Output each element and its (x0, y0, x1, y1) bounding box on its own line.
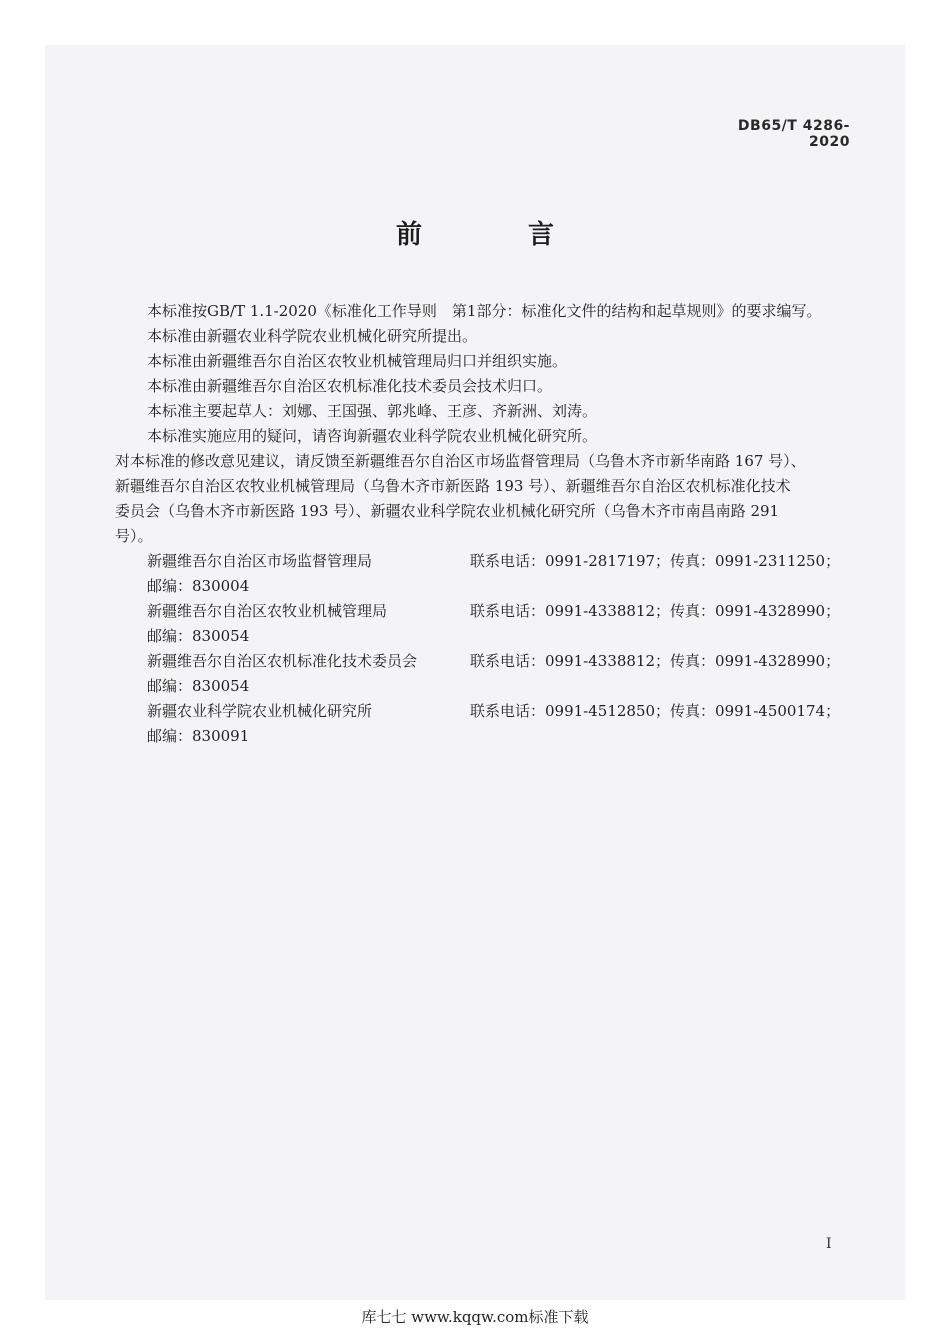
paragraph: 本标准主要起草人：刘娜、王国强、郭兆峰、王彦、齐新洲、刘涛。 (147, 402, 598, 420)
contact-phone-fax: 联系电话：0991-2817197；传真：0991-2311250； (470, 552, 841, 570)
document-code: DB65/T 4286-2020 (737, 118, 850, 150)
footer-watermark-link[interactable]: 库七七 www.kqqw.com标准下载 (361, 1308, 589, 1326)
paragraph: 本标准由新疆维吾尔自治区农牧业机械管理局归口并组织实施。 (147, 352, 568, 370)
contact-phone-fax: 联系电话：0991-4338812；传真：0991-4328990； (470, 602, 841, 620)
feedback-line: 号）。 (115, 527, 153, 545)
contact-org: 新疆农业科学院农业机械化研究所 (147, 702, 373, 720)
feedback-line: 对本标准的修改意见建议，请反馈至新疆维吾尔自治区市场监督管理局（乌鲁木齐市新华南路 167 号）、 (115, 452, 806, 470)
contact-phone-fax: 联系电话：0991-4512850；传真：0991-4500174； (470, 702, 841, 720)
feedback-line: 新疆维吾尔自治区农牧业机械管理局（乌鲁木齐市新医路 193 号）、新疆维吾尔自治区农机标准化技术 (115, 477, 791, 495)
paragraph: 本标准实施应用的疑问，请咨询新疆农业科学院农业机械化研究所。 (147, 427, 598, 445)
contact-org: 新疆维吾尔自治区农牧业机械管理局 (147, 602, 388, 620)
paragraph: 本标准由新疆农业科学院农业机械化研究所提出。 (147, 327, 478, 345)
paragraph: 本标准由新疆维吾尔自治区农机标准化技术委员会技术归口。 (147, 377, 553, 395)
paragraph: 本标准按GB/T 1.1-2020《标准化工作导则 第1部分：标准化文件的结构和起草规则》的要求编写。 (147, 302, 822, 320)
feedback-line: 委员会（乌鲁木齐市新医路 193 号）、新疆农业科学院农业机械化研究所（乌鲁木齐市南昌南路 291 (115, 502, 780, 520)
contact-postcode: 邮编：830054 (147, 677, 250, 695)
contact-postcode: 邮编：830091 (147, 727, 250, 745)
contact-postcode: 邮编：830004 (147, 577, 250, 595)
contact-phone-fax: 联系电话：0991-4338812；传真：0991-4328990； (470, 652, 841, 670)
contact-org: 新疆维吾尔自治区市场监督管理局 (147, 552, 373, 570)
contact-org: 新疆维吾尔自治区农机标准化技术委员会 (147, 652, 418, 670)
page-number: I (826, 1236, 832, 1252)
page-title: 前 言 (395, 220, 594, 250)
contact-postcode: 邮编：830054 (147, 627, 250, 645)
